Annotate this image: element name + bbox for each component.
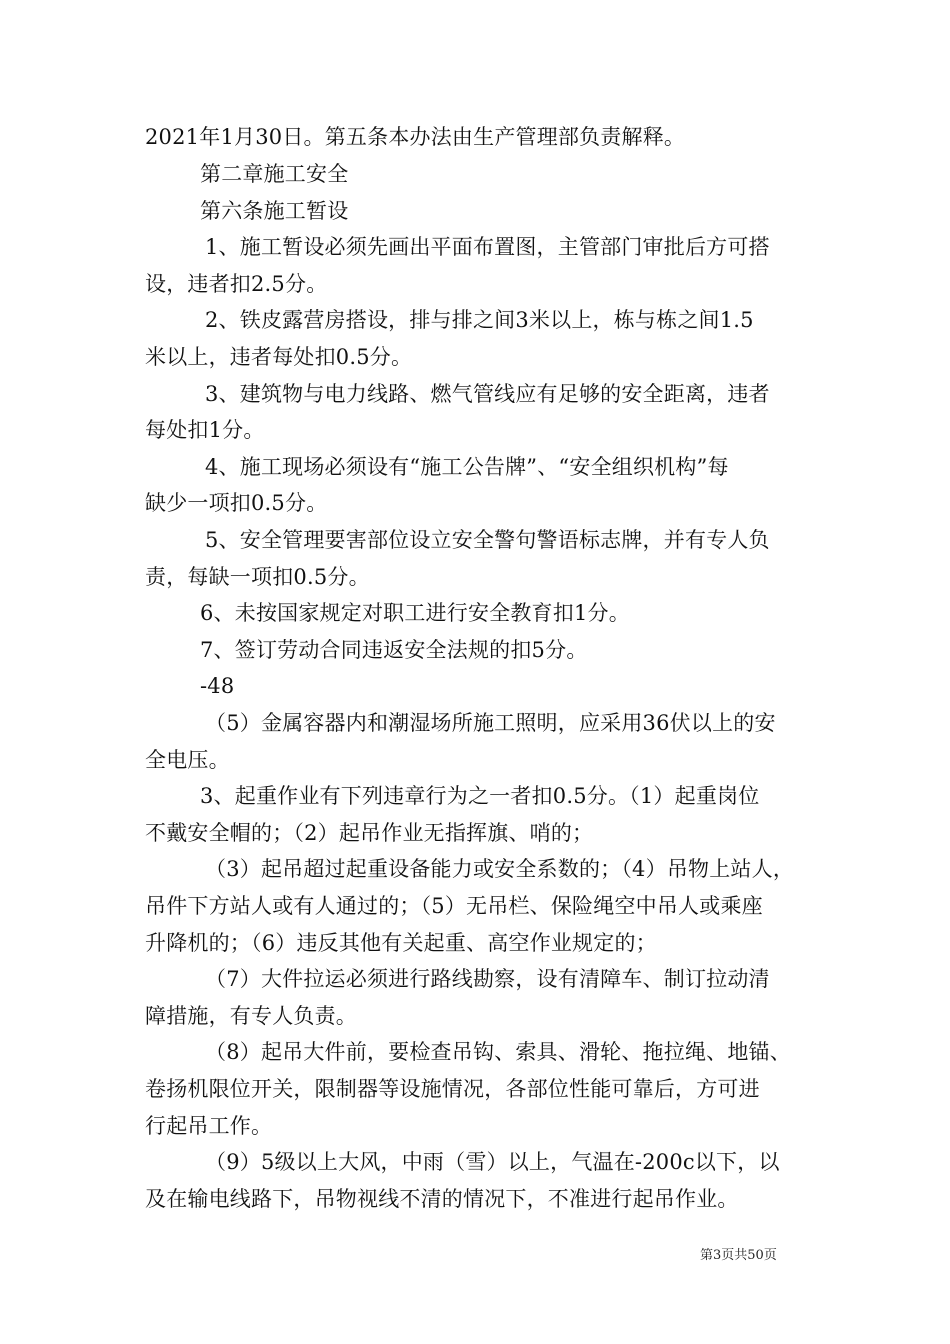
text-line: 2、铁皮露营房搭设，排与排之间3米以上，栋与栋之间1.5 bbox=[205, 308, 754, 332]
text-line: 每处扣1分。 bbox=[145, 418, 265, 442]
text-line: 不戴安全帽的；（2）起吊作业无指挥旗、哨的； bbox=[145, 821, 594, 845]
text-line: 行起吊工作。 bbox=[145, 1114, 273, 1138]
text-line: 升降机的；（6）违反其他有关起重、高空作业规定的； bbox=[145, 931, 657, 955]
text-line: 设，违者扣2.5分。 bbox=[145, 272, 328, 296]
text-line: 卷扬机限位开关，限制器等设施情况，各部位性能可靠后，方可进 bbox=[145, 1077, 760, 1101]
text-line: 全电压。 bbox=[145, 748, 230, 772]
text-line: 缺少一项扣0.5分。 bbox=[145, 491, 328, 515]
page-number-marker: -48 bbox=[200, 674, 235, 698]
text-line: 6、未按国家规定对职工进行安全教育扣1分。 bbox=[200, 601, 630, 625]
text-line: （8）起吊大件前，要检查吊钩、索具、滑轮、拖拉绳、地锚、 bbox=[205, 1040, 791, 1064]
text-line: 障措施，有专人负责。 bbox=[145, 1004, 357, 1028]
article-heading: 第六条施工暂设 bbox=[200, 199, 349, 223]
text-line: 米以上，违者每处扣0.5分。 bbox=[145, 345, 413, 369]
text-line: 5、安全管理要害部位设立安全警句警语标志牌，并有专人负 bbox=[205, 528, 770, 552]
text-line: （7）大件拉运必须进行路线勘察，设有清障车、制订拉动清 bbox=[205, 967, 770, 991]
text-line: （9）5级以上大风，中雨（雪）以上，气温在-200c以下，以 bbox=[205, 1150, 780, 1174]
text-line: 4、施工现场必须设有“施工公告牌”、“安全组织机构”每 bbox=[205, 455, 729, 479]
text-line: （5）金属容器内和潮湿场所施工照明，应采用36伏以上的安 bbox=[205, 711, 776, 735]
text-line: （3）起吊超过起重设备能力或安全系数的；（4）吊物上站人， bbox=[205, 857, 795, 881]
text-line: 1、施工暂设必须先画出平面布置图，主管部门审批后方可搭 bbox=[205, 235, 770, 259]
text-line: 责，每缺一项扣0.5分。 bbox=[145, 565, 370, 589]
text-line: 3、起重作业有下列违章行为之一者扣0.5分。（1）起重岗位 bbox=[200, 784, 760, 808]
text-line: 及在输电线路下，吊物视线不清的情况下，不准进行起吊作业。 bbox=[145, 1187, 739, 1211]
page-footer: 第3页共50页 bbox=[700, 1248, 777, 1263]
text-line: 7、签订劳动合同违返安全法规的扣5分。 bbox=[200, 638, 588, 662]
text-line: 2021年1月30日。第五条本办法由生产管理部负责解释。 bbox=[145, 125, 686, 149]
text-line: 3、建筑物与电力线路、燃气管线应有足够的安全距离，违者 bbox=[205, 382, 770, 406]
text-line: 吊件下方站人或有人通过的；（5）无吊栏、保险绳空中吊人或乘座 bbox=[145, 894, 763, 918]
chapter-heading: 第二章施工安全 bbox=[200, 162, 349, 186]
